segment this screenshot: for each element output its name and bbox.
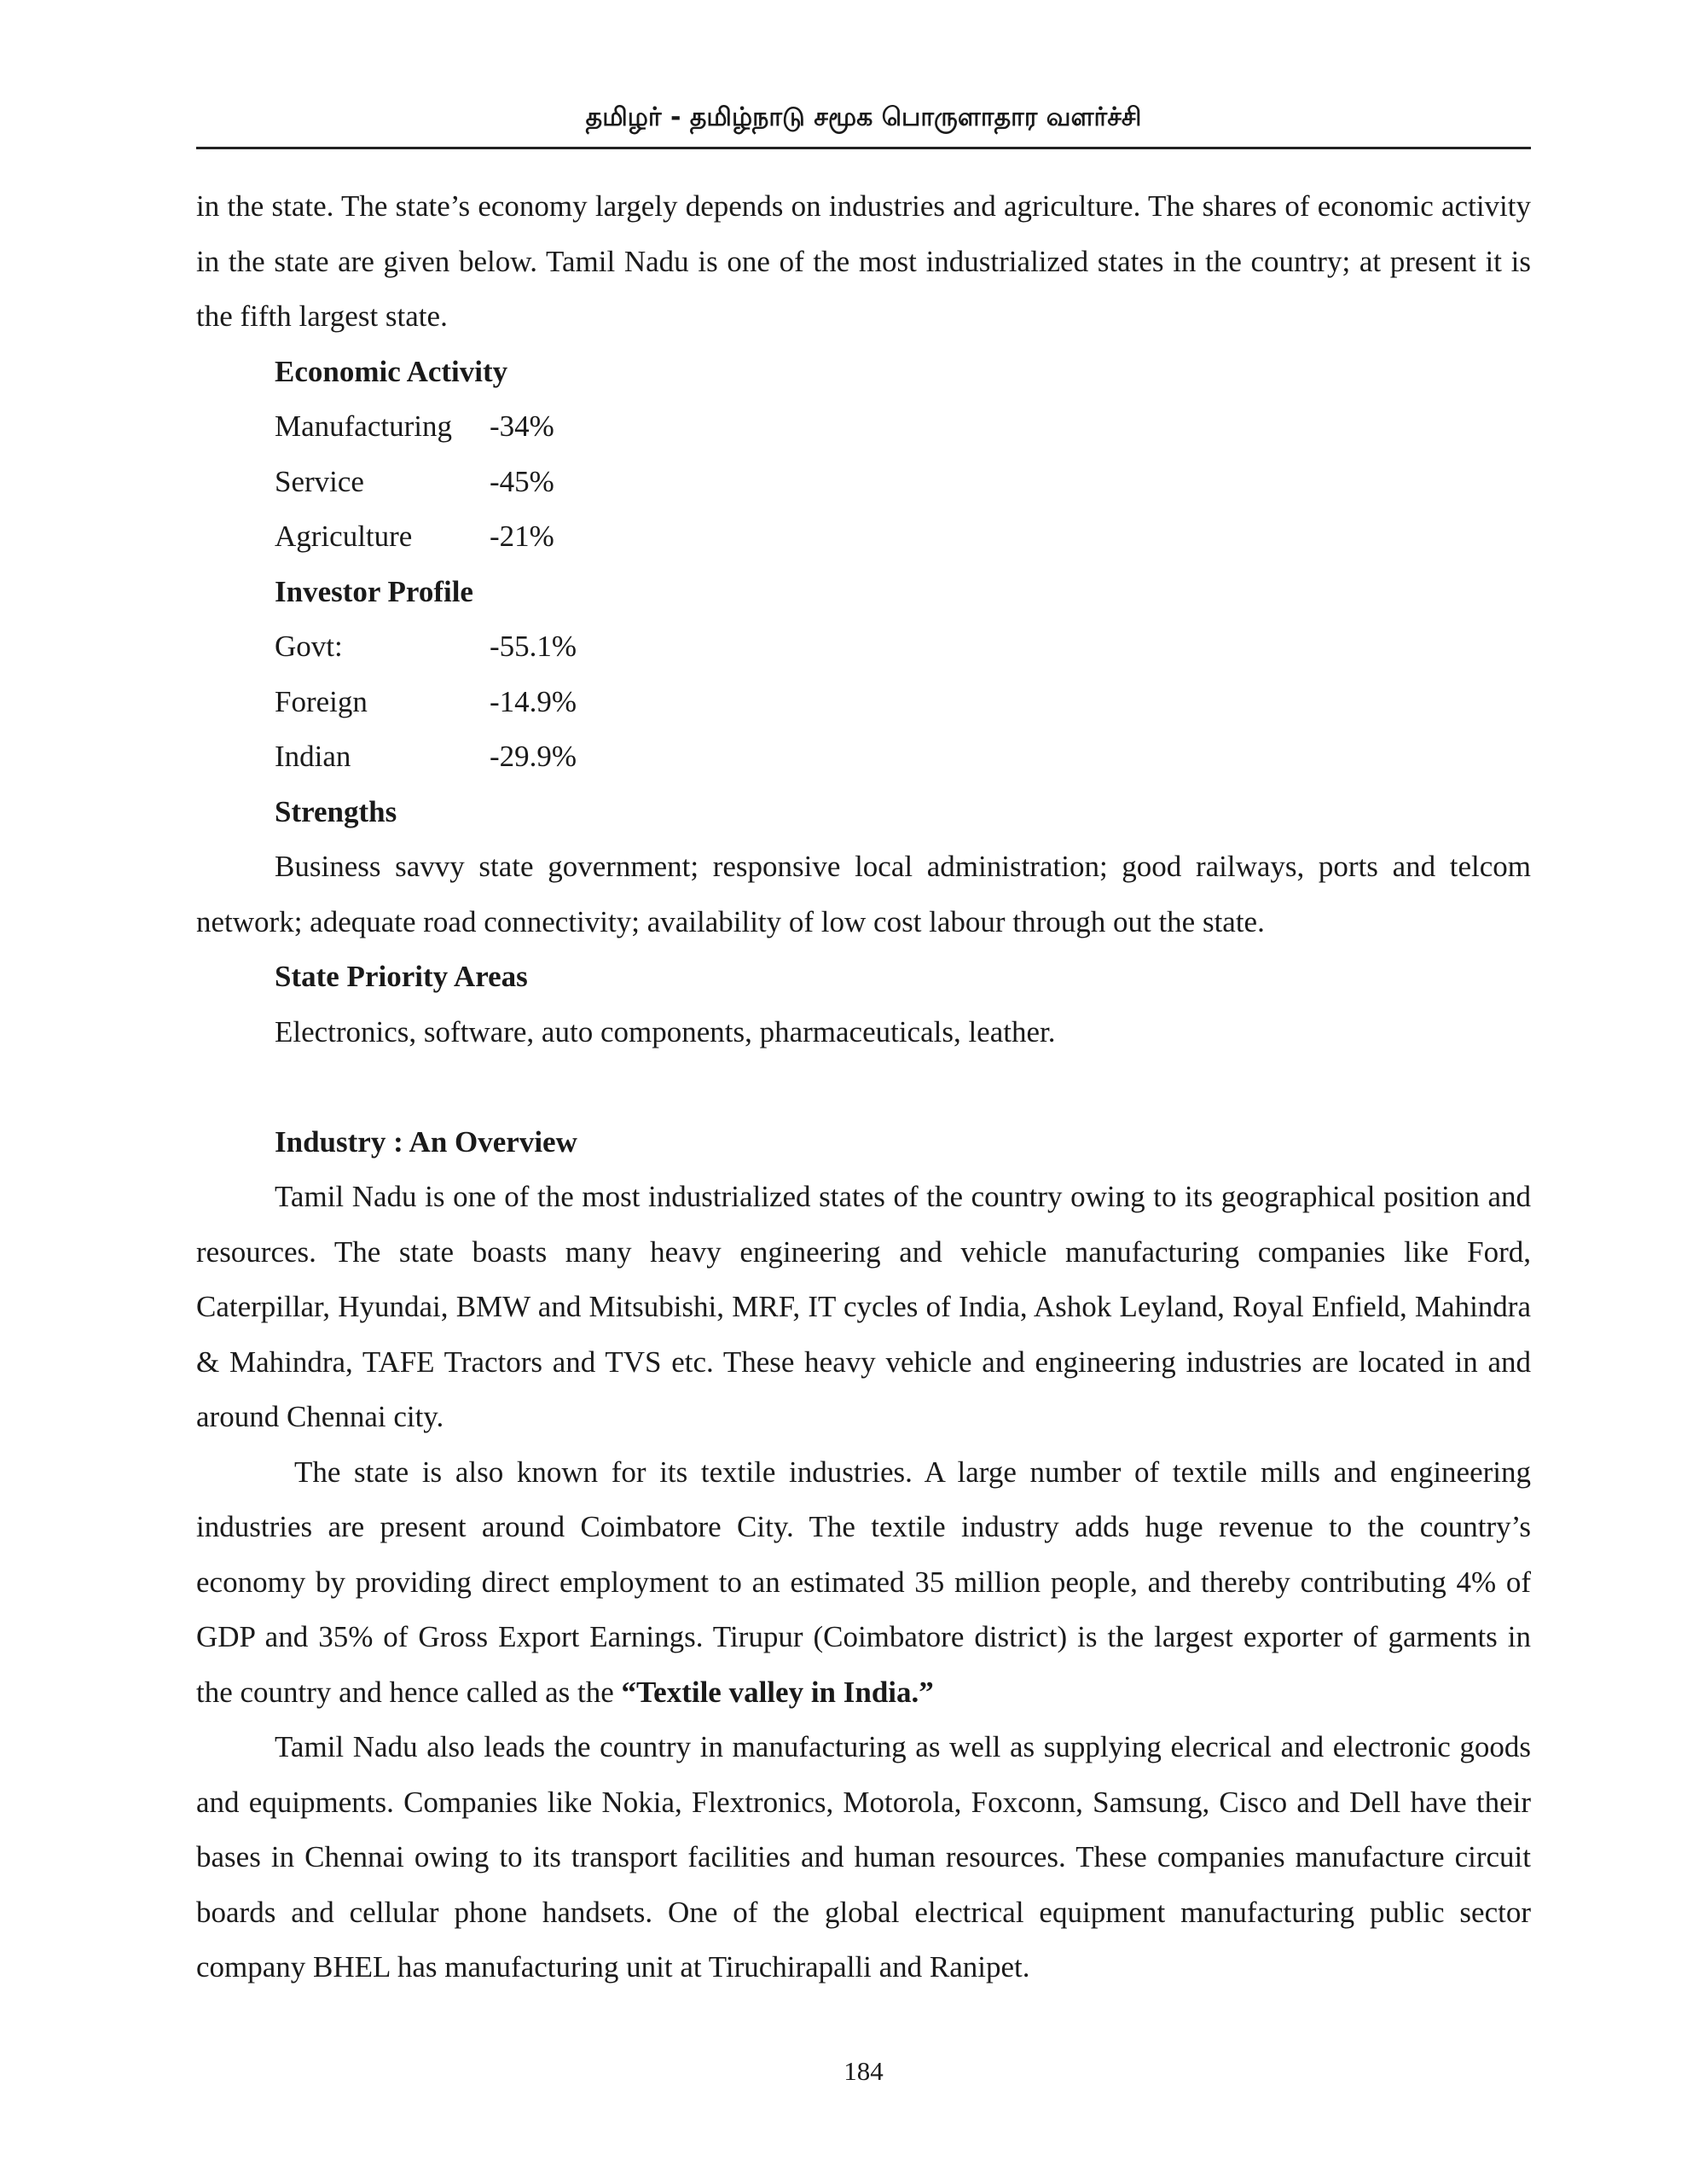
state-priority-heading: State Priority Areas bbox=[275, 960, 528, 993]
economic-activity-label: Manufacturing bbox=[275, 410, 452, 443]
economic-activity-value: -34% bbox=[490, 410, 554, 443]
investor-profile-label: Indian bbox=[275, 740, 351, 773]
investor-profile-row bbox=[196, 675, 1531, 730]
economic-activity-row bbox=[196, 509, 1531, 565]
economic-activity-label: Agriculture bbox=[275, 520, 413, 553]
industry-paragraph-3: Tamil Nadu also leads the country in manufacturing as well as supplying elecrical and electronic goods and equipments. Companies like Nokia, Flextronics, Motorola, Foxconn, Samsung, Cisco and Dell have their bases in Chennai owing to its transport facilities and human resources. These companies manufacture circuit boards and cellular phone handsets. One of the global electrical equipment manufacturing public sector company BHEL has manufacturing unit at Tiruchirapalli and Ranipet. bbox=[196, 1730, 1531, 1984]
textile-valley-emphasis: “Textile valley in India.” bbox=[621, 1675, 934, 1709]
investor-profile-row bbox=[196, 729, 1531, 785]
page-body bbox=[196, 179, 1531, 1995]
investor-profile-value: -29.9% bbox=[490, 740, 577, 773]
industry-paragraph-2-text: The state is also known for its textile industries. A large number of textile mills and engineering industries are present around Coimbatore City. The textile industry adds huge revenue to the country’s economy by providing direct employment to an estimated 35 million people, and thereby contributing 4% of GDP and 35% of Gross Export Earnings. Tirupur (Coimbatore district) is the largest exporter of garments in the country and hence called as the bbox=[196, 1455, 1531, 1709]
economic-activity-row bbox=[196, 399, 1531, 455]
investor-profile-label: Govt: bbox=[275, 630, 343, 663]
state-priority-paragraph: Electronics, software, auto components, pharmaceuticals, leather. bbox=[275, 1014, 1056, 1048]
industry-paragraph-2 bbox=[196, 1445, 1531, 1721]
economic-activity-row bbox=[196, 455, 1531, 510]
industry-overview-heading: Industry : An Overview bbox=[275, 1124, 577, 1159]
investor-profile-value: -14.9% bbox=[490, 684, 577, 718]
economic-activity-value: -45% bbox=[490, 464, 554, 498]
strengths-heading: Strengths bbox=[275, 794, 397, 828]
economic-activity-heading: Economic Activity bbox=[275, 354, 508, 388]
section-spacer bbox=[196, 1060, 1531, 1115]
investor-profile-value: -55.1% bbox=[490, 630, 577, 663]
economic-activity-label: Service bbox=[275, 464, 364, 498]
intro-paragraph: in the state. The state’s economy largely depends on industries and agriculture. The shares of economic activity in the state are given below. Tamil Nadu is one of the most industrialized states in the country; at present it is the fifth largest state. bbox=[196, 189, 1531, 333]
investor-profile-row bbox=[196, 619, 1531, 675]
page-number: 184 bbox=[844, 2056, 884, 2086]
strengths-paragraph: Business savvy state government; responsive local administration; good railways, ports and telcom network; adequate road connectivity; availability of low cost labour through out the state. bbox=[196, 850, 1531, 938]
investor-profile-heading: Investor Profile bbox=[275, 574, 473, 608]
investor-profile-label: Foreign bbox=[275, 684, 368, 718]
economic-activity-value: -21% bbox=[490, 520, 554, 553]
header-rule bbox=[196, 147, 1531, 149]
industry-paragraph-1: Tamil Nadu is one of the most industrialized states of the country owing to its geographical position and resources. The state boasts many heavy engineering and vehicle manufacturing companies like Ford, Caterpillar, Hyundai, BMW and Mitsubishi, MRF, IT cycles of India, Ashok Leyland, Royal Enfield, Mahindra & Mahindra, TAFE Tractors and TVS etc. These heavy vehicle and engineering industries are located in and around Chennai city. bbox=[196, 1180, 1531, 1433]
running-header: தமிழர் - தமிழ்நாடு சமூக பொருளாதார வளர்ச்சி bbox=[585, 102, 1142, 132]
